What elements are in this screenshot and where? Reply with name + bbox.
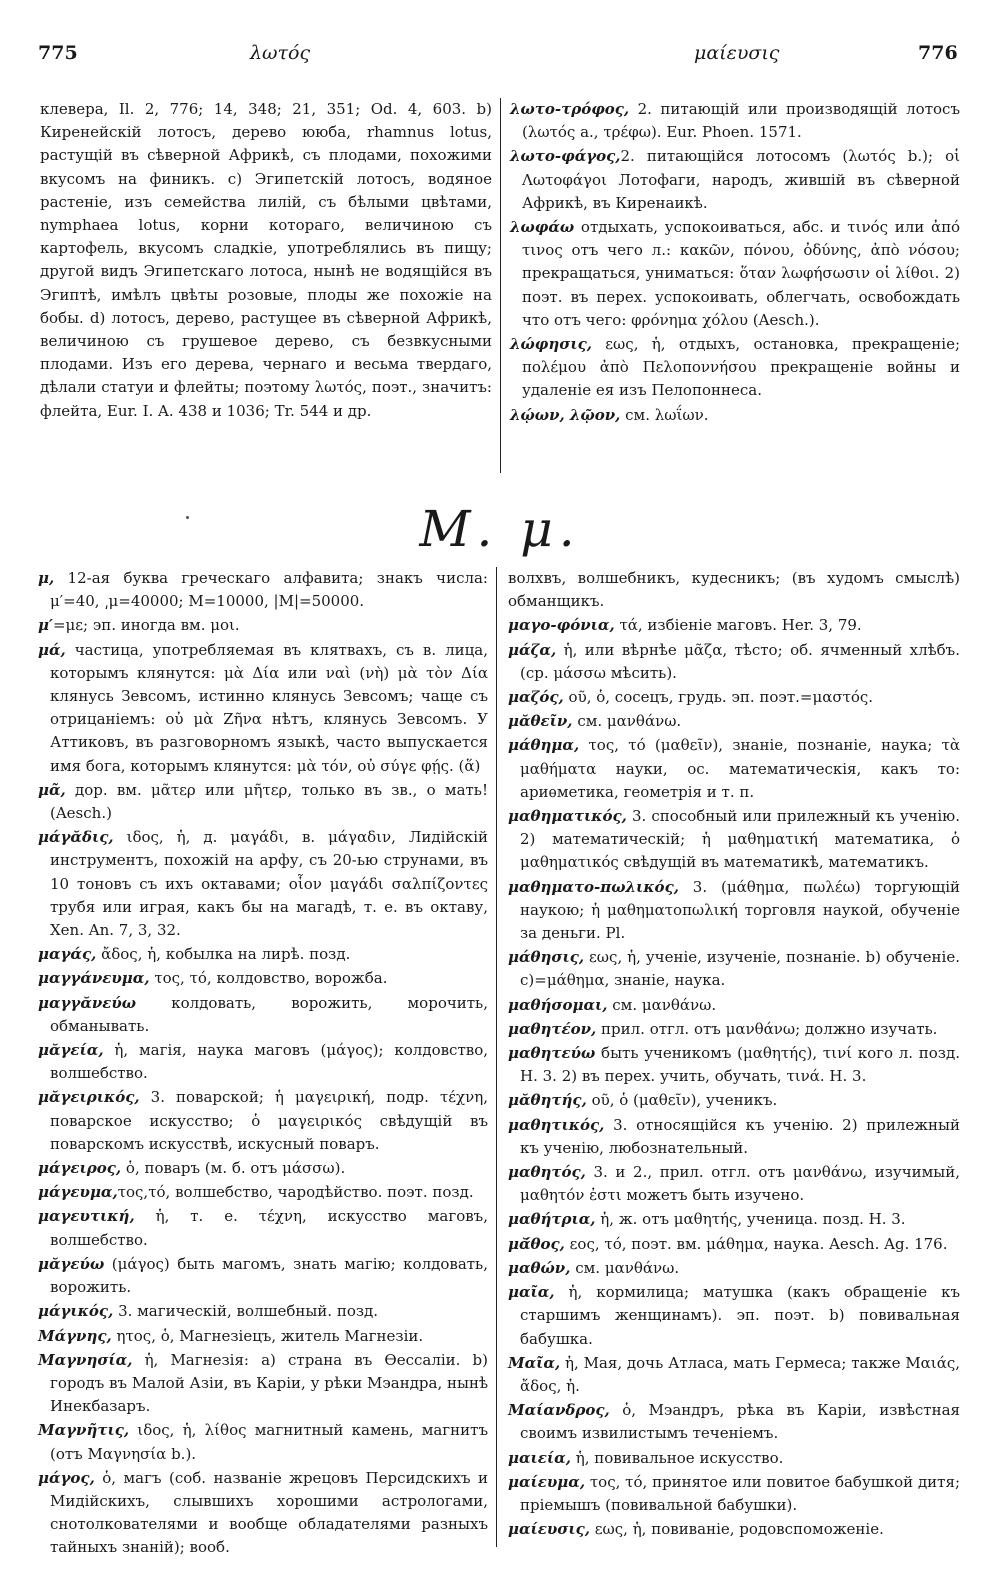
left-running-head: λωτός — [250, 42, 311, 64]
column-divider-top — [500, 98, 501, 473]
dictionary-entry — [38, 1253, 488, 1299]
dictionary-entry — [38, 639, 488, 778]
entry-definition: οῦ, ὁ (μαθεῖν), ученикъ. — [586, 1091, 778, 1110]
dictionary-entry — [508, 1114, 960, 1160]
entry-headword: μαθηματικός, — [508, 807, 627, 826]
entry-headword: μᾶ, — [38, 780, 66, 799]
entry-definition: ἡ, т. е. τέχνη, искусство маговъ, волшебство. — [50, 1207, 488, 1249]
dictionary-entry — [508, 1042, 960, 1088]
dictionary-entry — [38, 943, 488, 966]
entry-definition: частица, употребляемая въ клятвахъ, съ в. лица, которымъ клянутся: μὰ Δία или ναὶ (νὴ) μὰ τὸν Δία клянусь Зевсомъ, истинно клянусь Зевсомъ; чаще съ отрицаніемъ: οὐ μὰ Ζῆνα нѣтъ, клянусь Зевсомъ. У Аттиковъ, въ разговорномъ языкѣ, часто выпускается имя бога, которымъ клянутся: μὰ τόν, οὐ σύγε φῄς. (ἅ) — [50, 640, 488, 775]
entry-definition: τος,τό, волшебство, чародѣйство. поэт. позд. — [117, 1183, 474, 1202]
entry-definition: прил. отгл. отъ μανθάνω; должно изучать. — [596, 1019, 938, 1038]
entry-headword: μᾰγειρικός, — [38, 1088, 140, 1107]
dictionary-entry — [508, 1352, 960, 1398]
dictionary-entry — [508, 734, 960, 804]
entry-headword: μαγάς, — [38, 945, 97, 964]
left-page-number: 775 — [38, 42, 78, 64]
dictionary-entry — [508, 1281, 960, 1351]
entry-headword: μαίευμα, — [508, 1472, 586, 1491]
dictionary-entry — [510, 145, 960, 215]
dictionary-entry — [508, 946, 960, 992]
continuation-text: клевера, Il. 2, 776; 14, 348; 21, 351; Od. 4, 603. b) Киренейскій лотосъ, дерево ююба, rhamnus lotus, растущій въ сѣверной Африкѣ, съ плодами, похожими вкусомъ на финикъ. c) Эгипетскій лотосъ, водяное растеніе, изъ семейства лилій, съ бѣлыми цвѣтами, nymphaea lotus, корни котораго, величиною съ картофель, вкусомъ сладкіе, употреблялись въ пищу; другой видъ Эгипетскаго лотоса, нынѣ не водящійся въ Эгиптѣ, имѣлъ цвѣты розовые, плоды же похожіе на бобы. d) лотосъ, дерево, растущее въ сѣверной Африкѣ, величиною съ грушевое дерево, съ безвкусными плодами. Изъ его дерева, чернаго и весьма твердаго, дѣлали статуи и флейты; поэтому λωτός, поэт., значитъ: флейта, Eur. I. A. 438 и 1036; Tr. 544 и др. — [40, 100, 492, 420]
dictionary-entry — [508, 1208, 960, 1231]
entry-definition: 3. (μάθημα, πωλέω) торгующій наукою; ἡ μαθηματοπωλική торговля наукой, обученіе за деньги. Pl. — [520, 877, 960, 943]
entry-definition: εως, ἡ, повиваніе, родовспоможеніе. — [589, 1520, 884, 1539]
entry-definition: 3. способный или прилежный къ ученію. 2) математическій; ἡ μαθηματική математика, ὁ μαθηματικός свѣдущій въ математикѣ, математикъ. — [520, 807, 960, 872]
entry-definition: ἡ, Магнезія: а) страна въ Ѳессаліи. b) городъ въ Малой Азіи, въ Каріи, у рѣки Мэандра, нынѣ Инекбазаръ. — [50, 1350, 488, 1416]
entry-definition: τος, τό, принятое или повитое бабушкой дитя; пріемышъ (повивальной бабушки). — [520, 1472, 960, 1514]
entry-headword: Μαγνησία, — [38, 1350, 133, 1369]
entry-definition: см. μανθάνω. — [570, 1258, 680, 1277]
entry-definition: τος, τό (μαθεῖν), знаніе, познаніе, наука; τὰ μαθήματα науки, ос. математическія, какъ то: ариѳметика, геометрія и т. п. — [520, 736, 960, 801]
entry-definition: дор. вм. μᾶτερ или μῆτερ, только въ зв., о мать! (Aesch.) — [50, 780, 488, 823]
entry-definition: ἡ, ж. отъ μαθητής, ученица. позд. H. 3. — [595, 1210, 906, 1229]
entry-definition: отдыхать, успокоиваться, абс. и τινός или ἀπό τινος отъ чего л.: κακῶν, πόνου, ὀδύνης, ἀπὸ νόσου; прекращаться, униматься: ὅταν λωφήσωσιν οἱ λίθοι. 2) поэт. въ перех. успокоивать, облегчать, освобождать что отъ чего: φρόνημα χόλου (Aesch.). — [522, 218, 960, 329]
entry-headword: μαζός, — [508, 688, 564, 707]
entry-headword: Μαγνῆτις, — [38, 1421, 130, 1440]
entry-definition: 3. относящійся къ ученію. 2) прилежный къ ученію, любознательный. — [520, 1115, 960, 1157]
bottom-right-column — [508, 567, 960, 1542]
entry-definition: 3. и 2., прил. отгл. отъ μανθάνω, изучимый, μαθητόν ἐστι можетъ быть изучено. — [520, 1163, 960, 1205]
entry-definition: см. μανθάνω. — [572, 712, 682, 731]
entry-definition: εως, ἡ, ученіе, изученіе, познаніе. b) обученіе. c)=μάθημα, знаніе, наука. — [520, 948, 960, 990]
entry-headword: μαθηματο-πωλικός, — [508, 877, 679, 896]
dictionary-entry — [38, 967, 488, 990]
entry-definition: волхвъ, волшебникъ, кудесникъ; (въ худомъ смыслѣ) обманщикъ. — [508, 569, 960, 611]
entry-definition: см. λωΐων. — [620, 405, 709, 424]
entry-definition: οῦ, ὁ, сосецъ, грудь. эп. поэт.=μαστός. — [563, 688, 874, 707]
entry-headword: Μαῖα, — [508, 1353, 561, 1372]
entry-headword: μαθητικός, — [508, 1115, 605, 1134]
section-letter-heading: Μ. μ. — [419, 500, 581, 558]
entry-definition: ἄδος, ἡ, кобылка на лирѣ. позд. — [96, 945, 351, 964]
dictionary-entry — [508, 1018, 960, 1041]
dictionary-entry — [508, 1447, 960, 1470]
entry-definition: ἡ, магія, наука маговъ (μάγος); колдовство, волшебство. — [50, 1041, 488, 1083]
entry-headword: μάγος, — [38, 1468, 95, 1487]
entry-definition: ἡ, или вѣрнѣе μᾶζα, тѣсто; об. ячменный хлѣбъ. (ср. μάσσω мѣсить). — [520, 640, 960, 682]
entry-headword: μαθητέον, — [508, 1019, 597, 1038]
entry-headword: μάγᾰδις, — [38, 828, 114, 847]
dictionary-entry — [510, 404, 960, 427]
entry-headword: μάθησις, — [508, 948, 585, 967]
dictionary-entry — [508, 1471, 960, 1517]
entry-headword: μαίευσις, — [508, 1520, 590, 1539]
dictionary-entry — [508, 876, 960, 946]
dictionary-entry — [508, 1257, 960, 1280]
dictionary-entry — [38, 826, 488, 942]
top-right-column — [510, 98, 960, 428]
dictionary-entry — [508, 805, 960, 875]
entry-headword: μαγο-φόνια, — [508, 616, 615, 635]
entry-definition: 12-ая буква греческаго алфавита; знакъ числа: μ′=40, ͵μ=40000; M=10000, |M|=50000. — [50, 569, 488, 611]
entry-headword: μᾰθητής, — [508, 1091, 587, 1110]
entry-headword: μά, — [38, 640, 66, 659]
dictionary-entry — [38, 1181, 488, 1204]
dictionary-entry — [508, 710, 960, 733]
entry-headword: λωτο-τρόφος, — [510, 100, 630, 118]
entry-headword: μᾰγεία, — [38, 1041, 104, 1060]
dictionary-entry — [508, 614, 960, 637]
column-divider-bottom — [496, 567, 497, 1547]
entry-headword: μαγευτική, — [38, 1207, 135, 1226]
entry-definition: ὁ, магъ (соб. названіе жрецовъ Персидскихъ и Мидійскихъ, слывшихъ хорошими астрологами, снотолкователями и вообще обладателями разныхъ тайныхъ знаній); вооб. — [50, 1468, 488, 1557]
entry-definition: см. μανθάνω. — [607, 995, 717, 1014]
dictionary-entry — [38, 1300, 488, 1323]
dictionary-entry — [38, 614, 488, 637]
entry-headword: μαθητεύω — [508, 1044, 596, 1063]
entry-definition: εος, τό, поэт. вм. μάθημα, наука. Aesch. Ag. 176. — [564, 1234, 948, 1253]
entry-definition: колдовать, ворожить, морочить, обманывать. — [50, 993, 488, 1035]
entry-definition: быть ученикомъ (μαθητής), τινί кого л. позд. H. 3. 2) въ перех. учить, обучать, τινά. H. 3. — [520, 1044, 960, 1086]
bottom-left-column — [38, 567, 488, 1561]
top-left-column — [40, 98, 492, 424]
entry-headword: μαθητός, — [508, 1163, 586, 1182]
entry-headword: μαγγάνευμα, — [38, 969, 150, 988]
entry-headword: μαθήσομαι, — [508, 995, 608, 1014]
entry-definition: ητος, ὁ, Магнезіецъ, житель Магнезіи. — [111, 1326, 424, 1345]
entry-headword: Μάγνης, — [38, 1326, 112, 1345]
dictionary-entry — [508, 1233, 960, 1256]
entry-definition: =με; эп. иногда вм. μοι. — [52, 616, 240, 635]
entry-headword: μ, — [38, 569, 55, 587]
entry-definition: 3. магическій, волшебный. позд. — [113, 1302, 379, 1321]
entry-headword: μάζα, — [508, 640, 557, 659]
dictionary-entry — [38, 1419, 488, 1465]
entry-definition: ὁ, Мэандръ, рѣка въ Каріи, извѣстная своимъ извилистымъ теченіемъ. — [520, 1401, 960, 1443]
dictionary-entry — [510, 98, 960, 144]
entry-headword: λῴων, λῷον, — [510, 405, 621, 424]
entry-definition: ιδος, ἡ, д. μαγάδι, в. μάγαδιν, Лидійскій инструментъ, похожій на арфу, съ 20-ью струнами, въ 10 тоновъ съ ихъ октавами; οἷον μαγάδι σαλπίζοντες трубя или играя, какъ бы на магадѣ, т. е. въ октаву, Xen. An. 7, 3, 32. — [50, 828, 488, 940]
entry-headword: μάθημα, — [508, 736, 580, 755]
dictionary-entry — [38, 1349, 488, 1419]
dictionary-entry — [508, 994, 960, 1017]
entry-headword: μ′ — [38, 616, 53, 635]
entry-definition: ἡ, повивальное искусство. — [570, 1448, 784, 1467]
entry-definition: τος, τό, колдовство, ворожба. — [149, 969, 388, 988]
dictionary-entry — [38, 992, 488, 1038]
entry-headword: μαγγᾰνεύω — [38, 993, 137, 1012]
entry-headword: μάγικός, — [38, 1302, 114, 1321]
dictionary-entry — [508, 1518, 960, 1541]
dictionary-entry — [508, 1399, 960, 1445]
dictionary-entry — [38, 567, 488, 613]
dictionary-entry — [38, 1205, 488, 1251]
entry-headword: Μαίανδρος, — [508, 1401, 610, 1420]
entry-definition: 2. питающій или производящій лотосъ (λωτός a., τρέφω). Eur. Phoen. 1571. — [522, 100, 960, 142]
print-speck — [186, 516, 189, 519]
dictionary-entry — [508, 567, 960, 613]
entry-headword: λωτο-φάγος, — [510, 147, 621, 166]
right-page-number: 776 — [918, 42, 958, 64]
entry-headword: μάγειρος, — [38, 1159, 122, 1178]
dictionary-entry — [38, 779, 488, 825]
entry-headword: μᾰθεῖν, — [508, 712, 573, 731]
entry-definition: 3. поварской; ἡ μαγειρική, подр. τέχνη, поварское искусство; ὁ μαγειρικός свѣдущій въ поварскомъ искусствѣ, искусный поваръ. — [50, 1088, 488, 1153]
dictionary-entry — [510, 216, 960, 332]
entry-headword: μᾰγεύω — [38, 1254, 105, 1273]
entry-headword: μαῖα, — [508, 1283, 555, 1302]
dictionary-entry — [38, 1086, 488, 1156]
entry-definition: ἡ, Мая, дочь Атласа, мать Гермеса; также Μαιάς, ἄδος, ἡ. — [520, 1353, 960, 1395]
entry-headword: μαθήτρια, — [508, 1210, 596, 1229]
dictionary-entry — [508, 686, 960, 709]
dictionary-entry — [508, 1161, 960, 1207]
entry-definition: ἡ, кормилица; матушка (какъ обращеніе къ старшимъ женщинамъ). эп. поэт. b) повивальная бабушка. — [520, 1283, 960, 1348]
entry-definition: (μάγος) быть магомъ, знать магію; колдовать, ворожить. — [50, 1254, 488, 1297]
dictionary-entry — [508, 639, 960, 685]
right-running-head: μαίευσις — [694, 42, 780, 64]
dictionary-entry — [508, 1089, 960, 1112]
entry-definition: εως, ἡ, отдыхъ, остановка, прекращеніе; πολέμου ἀπὸ Πελοποννήσου прекращеніе войны и удаленіе ея изъ Пелопоннеса. — [522, 335, 960, 400]
entry-definition: ὁ, поваръ (м. б. отъ μάσσω). — [121, 1159, 346, 1178]
entry-definition: τά, избіеніе маговъ. Her. 3, 79. — [614, 616, 862, 635]
dictionary-entry — [38, 1467, 488, 1560]
entry-headword: μαθών, — [508, 1258, 571, 1277]
entry-headword: λώφησις, — [510, 335, 592, 354]
entry-definition: ιδος, ἡ, λίθος магнитный камень, магнитъ (отъ Μαγνησία b.). — [50, 1421, 488, 1463]
dictionary-entry — [510, 333, 960, 403]
entry-headword: μᾰ́θος, — [508, 1234, 565, 1253]
entry-definition: 2. питающійся лотосомъ (λωτός b.); οἱ Λωτοφάγοι Лотофаги, народъ, жившій въ сѣверной Африкѣ, въ Киренаикѣ. — [522, 147, 960, 212]
dictionary-entry — [38, 1325, 488, 1348]
entry-headword: λωφάω — [510, 218, 575, 237]
entry-headword: μαιεία, — [508, 1448, 571, 1467]
entry-headword: μάγευμα, — [38, 1183, 118, 1202]
dictionary-entry — [38, 1157, 488, 1180]
dictionary-entry — [38, 1039, 488, 1085]
